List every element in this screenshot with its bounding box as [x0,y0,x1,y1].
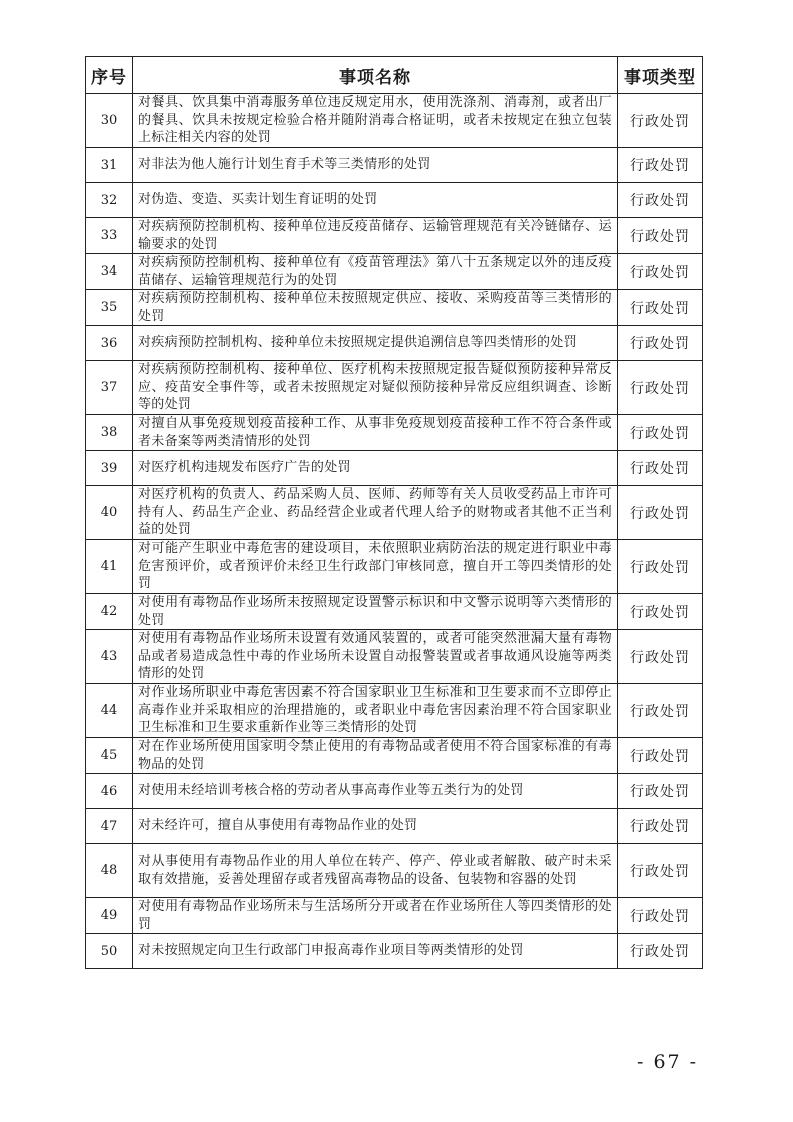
table-row [86,361,703,415]
table-row [86,898,703,934]
row-name: 对可能产生职业中毒危害的建设项目，未依照职业病防治法的规定进行职业中毒危害预评价，或者预评价未经卫生行政部门审核同意，擅自开工等四类情形的处罚 [133,540,618,594]
table-row [86,218,703,254]
row-seq: 40 [86,486,133,540]
row-type: 行政处罚 [618,415,703,451]
table-row [86,738,703,774]
row-name: 对使用有毒物品作业场所未与生活场所分开或者在作业场所住人等四类情形的处罚 [133,898,618,934]
row-name: 对使用有毒物品作业场所未设置有效通风装置的，或者可能突然泄漏大量有毒物品或者易造成急性中毒的作业场所未设置自动报警装置或者事故通风设施等两类情形的处罚 [133,630,618,684]
header-type: 事项类型 [618,57,703,94]
table-row [86,415,703,451]
row-name: 对使用有毒物品作业场所未按照规定设置警示标识和中文警示说明等六类情形的处罚 [133,594,618,630]
row-name: 对疾病预防控制机构、接种单位未按照规定供应、接收、采购疫苗等三类情形的处罚 [133,290,618,326]
table-row [86,183,703,218]
row-type: 行政处罚 [618,451,703,486]
row-type: 行政处罚 [618,594,703,630]
row-type: 行政处罚 [618,809,703,844]
row-seq: 42 [86,594,133,630]
row-seq: 46 [86,774,133,809]
row-type: 行政处罚 [618,774,703,809]
row-name: 对使用未经培训考核合格的劳动者从事高毒作业等五类行为的处罚 [133,774,618,809]
row-seq: 31 [86,148,133,183]
row-type: 行政处罚 [618,738,703,774]
row-name: 对医疗机构的负责人、药品采购人员、医师、药师等有关人员收受药品上市许可持有人、药品生产企业、药品经营企业或者代理人给予的财物或者其他不正当利益的处罚 [133,486,618,540]
table-row [86,326,703,361]
row-seq: 35 [86,290,133,326]
table-row [86,486,703,540]
row-name: 对未经许可，擅自从事使用有毒物品作业的处罚 [133,809,618,844]
header-seq: 序号 [86,57,133,94]
row-name: 对医疗机构违规发布医疗广告的处罚 [133,451,618,486]
row-type: 行政处罚 [618,844,703,898]
table-row [86,148,703,183]
table-row [86,844,703,898]
row-type: 行政处罚 [618,361,703,415]
row-name: 对擅自从事免疫规划疫苗接种工作、从事非免疫规划疫苗接种工作不符合条件或者未备案等两类清情形的处罚 [133,415,618,451]
row-type: 行政处罚 [618,148,703,183]
page-number: - 67 - [637,1051,699,1073]
table-row [86,934,703,969]
row-seq: 48 [86,844,133,898]
row-seq: 49 [86,898,133,934]
row-name: 对在作业场所使用国家明令禁止使用的有毒物品或者使用不符合国家标准的有毒物品的处罚 [133,738,618,774]
row-type: 行政处罚 [618,540,703,594]
table-row [86,290,703,326]
row-seq: 38 [86,415,133,451]
table-row [86,451,703,486]
row-seq: 33 [86,218,133,254]
row-name: 对伪造、变造、买卖计划生育证明的处罚 [133,183,618,218]
row-type: 行政处罚 [618,94,703,148]
row-seq: 34 [86,254,133,290]
row-name: 对疾病预防控制机构、接种单位违反疫苗储存、运输管理规范有关冷链储存、运输要求的处罚 [133,218,618,254]
table-header-row [86,57,703,94]
row-type: 行政处罚 [618,290,703,326]
row-type: 行政处罚 [618,218,703,254]
row-name: 对非法为他人施行计划生育手术等三类情形的处罚 [133,148,618,183]
row-seq: 50 [86,934,133,969]
table-row [86,684,703,738]
row-name: 对疾病预防控制机构、接种单位有《疫苗管理法》第八十五条规定以外的违反疫苗储存、运输管理规范行为的处罚 [133,254,618,290]
row-seq: 45 [86,738,133,774]
row-type: 行政处罚 [618,254,703,290]
row-type: 行政处罚 [618,486,703,540]
row-type: 行政处罚 [618,630,703,684]
row-seq: 39 [86,451,133,486]
row-seq: 30 [86,94,133,148]
row-seq: 47 [86,809,133,844]
matters-table [85,56,703,969]
row-seq: 44 [86,684,133,738]
row-seq: 36 [86,326,133,361]
row-seq: 32 [86,183,133,218]
row-type: 行政处罚 [618,684,703,738]
header-name: 事项名称 [133,57,618,94]
table-row [86,94,703,148]
table-row [86,809,703,844]
row-name: 对作业场所职业中毒危害因素不符合国家职业卫生标准和卫生要求而不立即停止高毒作业并采取相应的治理措施的，或者职业中毒危害因素治理不符合国家职业卫生标准和卫生要求重新作业等三类情形的处罚 [133,684,618,738]
table-row [86,254,703,290]
table-row [86,774,703,809]
table-row [86,594,703,630]
row-name: 对餐具、饮具集中消毒服务单位违反规定用水，使用洗涤剂、消毒剂，或者出厂的餐具、饮具未按规定检验合格并随附消毒合格证明，或者未按规定在独立包装上标注相关内容的处罚 [133,94,618,148]
row-type: 行政处罚 [618,183,703,218]
row-type: 行政处罚 [618,934,703,969]
row-type: 行政处罚 [618,898,703,934]
table-body [86,94,703,969]
row-name: 对疾病预防控制机构、接种单位未按照规定提供追溯信息等四类情形的处罚 [133,326,618,361]
row-name: 对从事使用有毒物品作业的用人单位在转产、停产、停业或者解散、破产时未采取有效措施，妥善处理留存或者残留高毒物品的设备、包装物和容器的处罚 [133,844,618,898]
row-seq: 37 [86,361,133,415]
row-seq: 43 [86,630,133,684]
row-name: 对疾病预防控制机构、接种单位、医疗机构未按照规定报告疑似预防接种异常反应、疫苗安全事件等，或者未按照规定对疑似预防接种异常反应组织调查、诊断等的处罚 [133,361,618,415]
table-row [86,630,703,684]
table-row [86,540,703,594]
row-name: 对未按照规定向卫生行政部门申报高毒作业项目等两类情形的处罚 [133,934,618,969]
row-type: 行政处罚 [618,326,703,361]
row-seq: 41 [86,540,133,594]
